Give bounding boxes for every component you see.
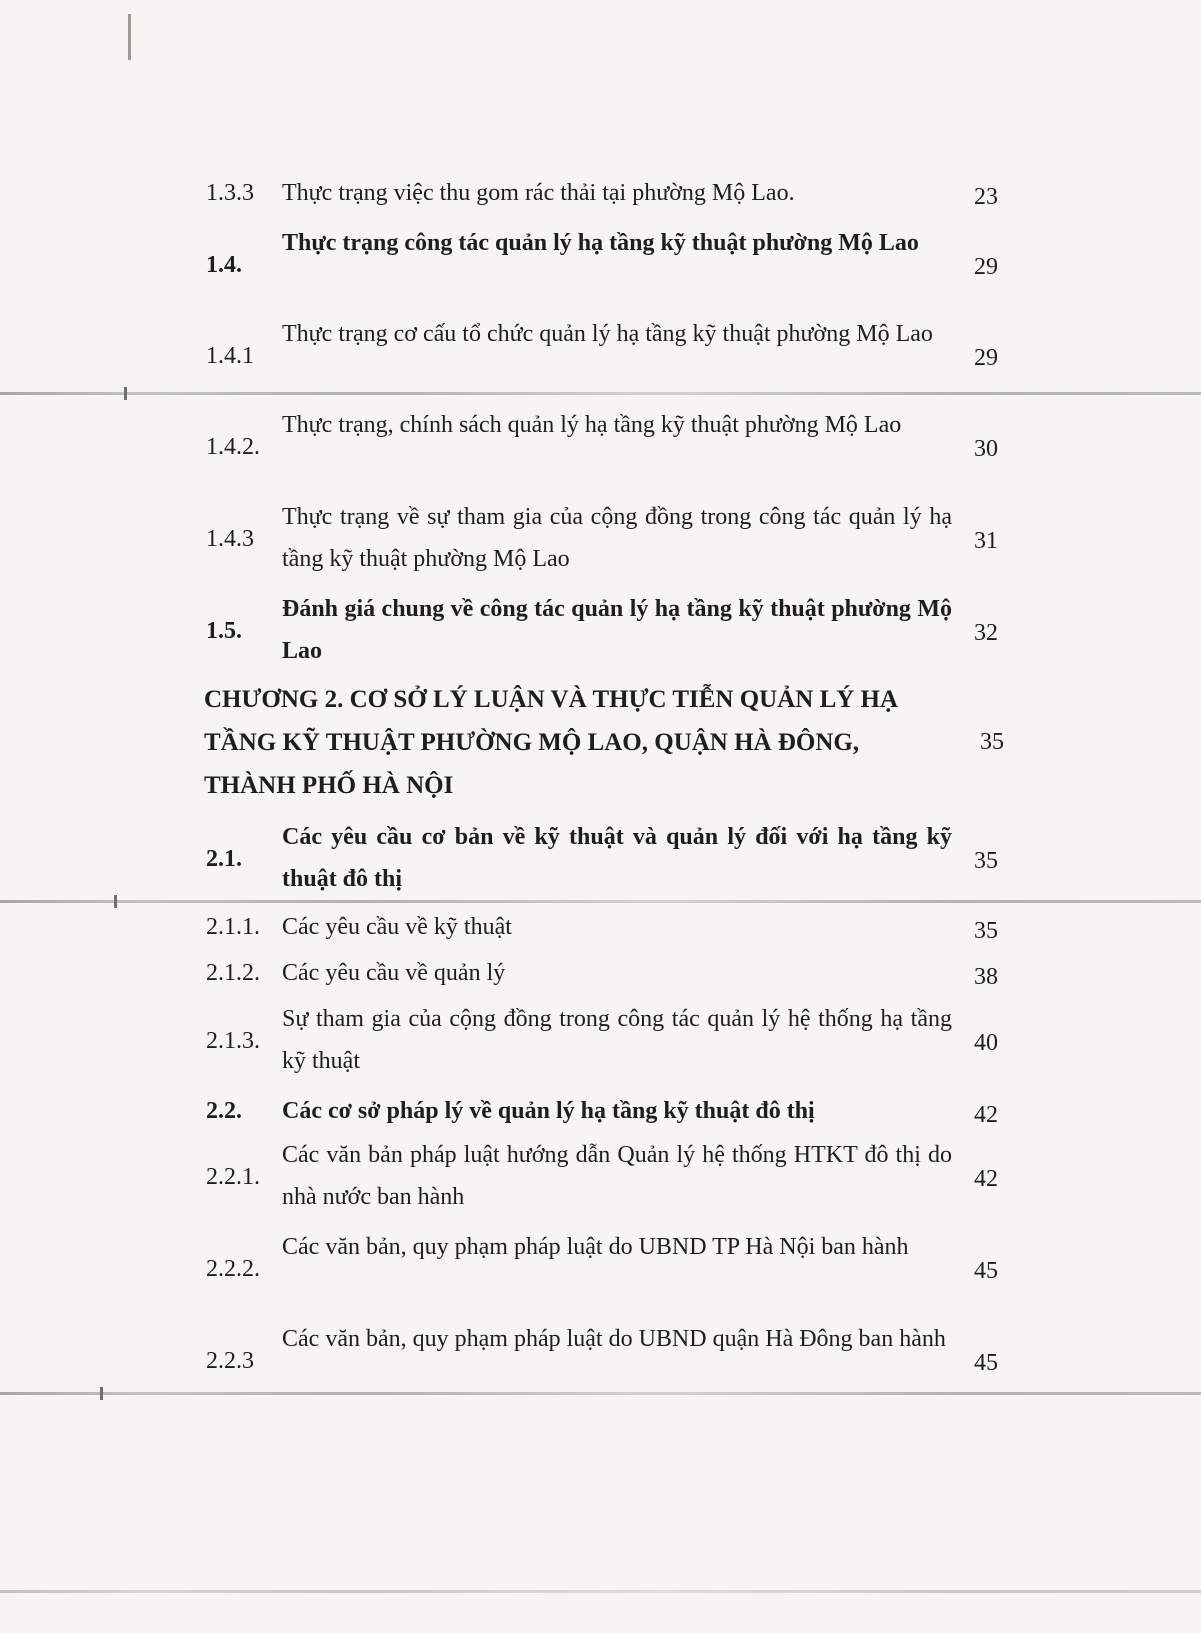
toc-entry-title: Sự tham gia của cộng đồng trong công tác quản lý hệ thống hạ tầng kỹ thuật	[282, 1006, 952, 1074]
toc-entry-page: 31	[974, 528, 998, 554]
toc-entry-number: 2.1.2.	[206, 960, 260, 986]
toc-entry-number: 2.2.3	[206, 1348, 254, 1374]
toc-chapter-heading	[204, 678, 1044, 807]
toc-entry-page: 38	[974, 964, 998, 990]
toc-entry-page: 32	[974, 620, 998, 646]
toc-entry-page: 23	[974, 184, 998, 210]
toc-entry-page: 35	[974, 918, 998, 944]
toc-entry-number: 1.5.	[206, 618, 242, 644]
toc-entry-title: Đánh giá chung về công tác quản lý hạ tầng kỹ thuật phường Mộ Lao	[282, 596, 952, 664]
toc-entry-page: 42	[974, 1102, 998, 1128]
toc-entry-page: 29	[974, 345, 998, 371]
toc-entry-title: Các cơ sở pháp lý về quản lý hạ tầng kỹ thuật đô thị	[282, 1098, 815, 1124]
toc-entry-number: 2.2.2.	[206, 1256, 260, 1282]
toc-entry-number: 1.4.1	[206, 343, 254, 369]
toc-entry-page: 45	[974, 1258, 998, 1284]
toc-entry-page: 40	[974, 1030, 998, 1056]
scan-line	[0, 900, 1201, 903]
toc-entry-page: 35	[974, 848, 998, 874]
toc-entry-title: Các văn bản, quy phạm pháp luật do UBND TP Hà Nội ban hành	[282, 1234, 909, 1260]
scan-edge-mark	[128, 14, 131, 60]
toc-entry-number: 1.4.	[206, 252, 242, 278]
scan-line	[0, 1590, 1201, 1593]
toc-entry-number: 2.1.	[206, 846, 242, 872]
toc-entry-number: 2.2.1.	[206, 1164, 260, 1190]
toc-entry-title: Các văn bản, quy phạm pháp luật do UBND quận Hà Đông ban hành	[282, 1326, 946, 1352]
toc-entry-title: Các yêu cầu về quản lý	[282, 960, 506, 986]
toc-entry-number: 2.1.3.	[206, 1028, 260, 1054]
toc-entry-number: 1.3.3	[206, 180, 254, 206]
toc-entry-number: 2.2.	[206, 1098, 242, 1124]
scan-line	[0, 392, 1201, 395]
toc-entry-number: 2.1.1.	[206, 914, 260, 940]
toc-entry-page: 29	[974, 254, 998, 280]
toc-entry-title: Thực trạng về sự tham gia của cộng đồng trong công tác quản lý hạ tầng kỹ thuật phường Mộ Lao	[282, 504, 952, 572]
toc-entry-page: 45	[974, 1350, 998, 1376]
toc-entry-number: 1.4.2.	[206, 434, 260, 460]
toc-entry-title: Thực trạng cơ cấu tổ chức quản lý hạ tầng kỹ thuật phường Mộ Lao	[282, 321, 933, 347]
toc-entry-title: Các yêu cầu cơ bản về kỹ thuật và quản lý đối với hạ tầng kỹ thuật đô thị	[282, 824, 952, 892]
toc-entry-title: Các yêu cầu về kỹ thuật	[282, 914, 512, 940]
toc-entry-number: 1.4.3	[206, 526, 254, 552]
toc-entry-page: 35	[980, 729, 1004, 755]
toc-entry-title: Thực trạng việc thu gom rác thải tại phường Mộ Lao.	[282, 180, 795, 206]
toc-entry-title: Các văn bản pháp luật hướng dẫn Quản lý hệ thống HTKT đô thị do nhà nước ban hành	[282, 1142, 952, 1210]
toc-entry-page: 42	[974, 1166, 998, 1192]
chapter-title: CHƯƠNG 2. CƠ SỞ LÝ LUẬN VÀ THỰC TIỄN QUẢN LÝ HẠ TẦNG KỸ THUẬT PHƯỜNG MỘ LAO, QUẬN HÀ ĐÔNG, THÀNH PHỐ HÀ NỘI	[204, 686, 899, 799]
toc-entry-page: 30	[974, 436, 998, 462]
scan-line	[0, 1392, 1201, 1395]
toc-entry-title: Thực trạng công tác quản lý hạ tầng kỹ thuật phường Mộ Lao	[282, 230, 919, 256]
toc-entry-title: Thực trạng, chính sách quản lý hạ tầng kỹ thuật phường Mộ Lao	[282, 412, 902, 438]
